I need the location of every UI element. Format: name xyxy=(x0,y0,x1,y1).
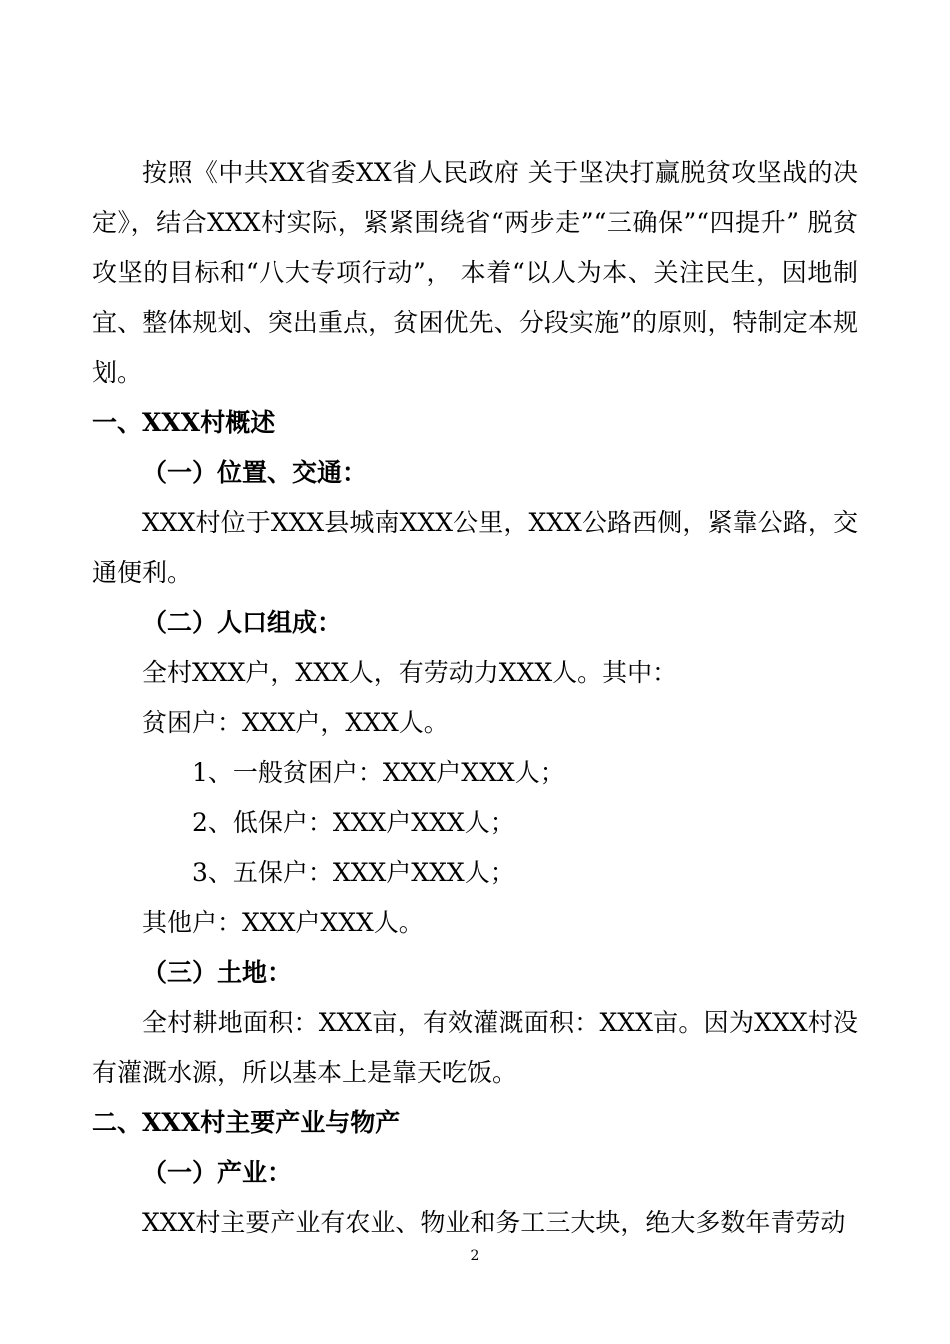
industry-paragraph: XXX村主要产业有农业、物业和务工三大块，绝大多数年青劳动 xyxy=(142,1208,846,1237)
land-paragraph: 全村耕地面积：XXX亩，有效灌溉面积：XXX亩。因为XXX村没有灌溉水源，所以基本上是靠天吃饭。 xyxy=(92,1008,858,1087)
list-item: 2、低保户：XXX户XXX人； xyxy=(192,808,515,837)
poor-households-line: 贫困户：XXX户，XXX人。 xyxy=(142,708,449,737)
subsection-population-heading: （二）人口组成： xyxy=(142,608,343,637)
subsection-industry-heading: （一）产业： xyxy=(142,1158,293,1187)
subsection-location-heading: （一）位置、交通： xyxy=(142,458,368,487)
list-item: 3、五保户：XXX户XXX人； xyxy=(192,858,515,887)
section-2-heading: 二、XXX村主要产业与物产 xyxy=(92,1108,401,1137)
other-households-line: 其他户：XXX户XXX人。 xyxy=(142,908,424,937)
population-total-line: 全村XXX户，XXX人，有劳动力XXX人。其中： xyxy=(142,658,678,687)
document-body xyxy=(92,148,858,1248)
section-1-heading: 一、XXX村概述 xyxy=(92,408,276,437)
subsection-land-heading: （三）土地： xyxy=(142,958,293,987)
intro-paragraph: 按照《中共XX省委XX省人民政府 关于坚决打赢脱贫攻坚战的决定》，结合XXX村实际，紧紧围绕省“两步走”“三确保”“四提升” 脱贫攻坚的目标和“八大专项行动”， 本着“以人为本、关注民生，因地制宜、整体规划、突出重点，贫困优先、分段实施”的原则，特制定本规划。 xyxy=(92,158,858,387)
list-item: 1、一般贫困户：XXX户XXX人； xyxy=(192,758,565,787)
page-number: 2 xyxy=(470,1248,480,1264)
location-paragraph: XXX村位于XXX县城南XXX公里，XXX公路西侧，紧靠公路，交通便利。 xyxy=(92,508,858,587)
